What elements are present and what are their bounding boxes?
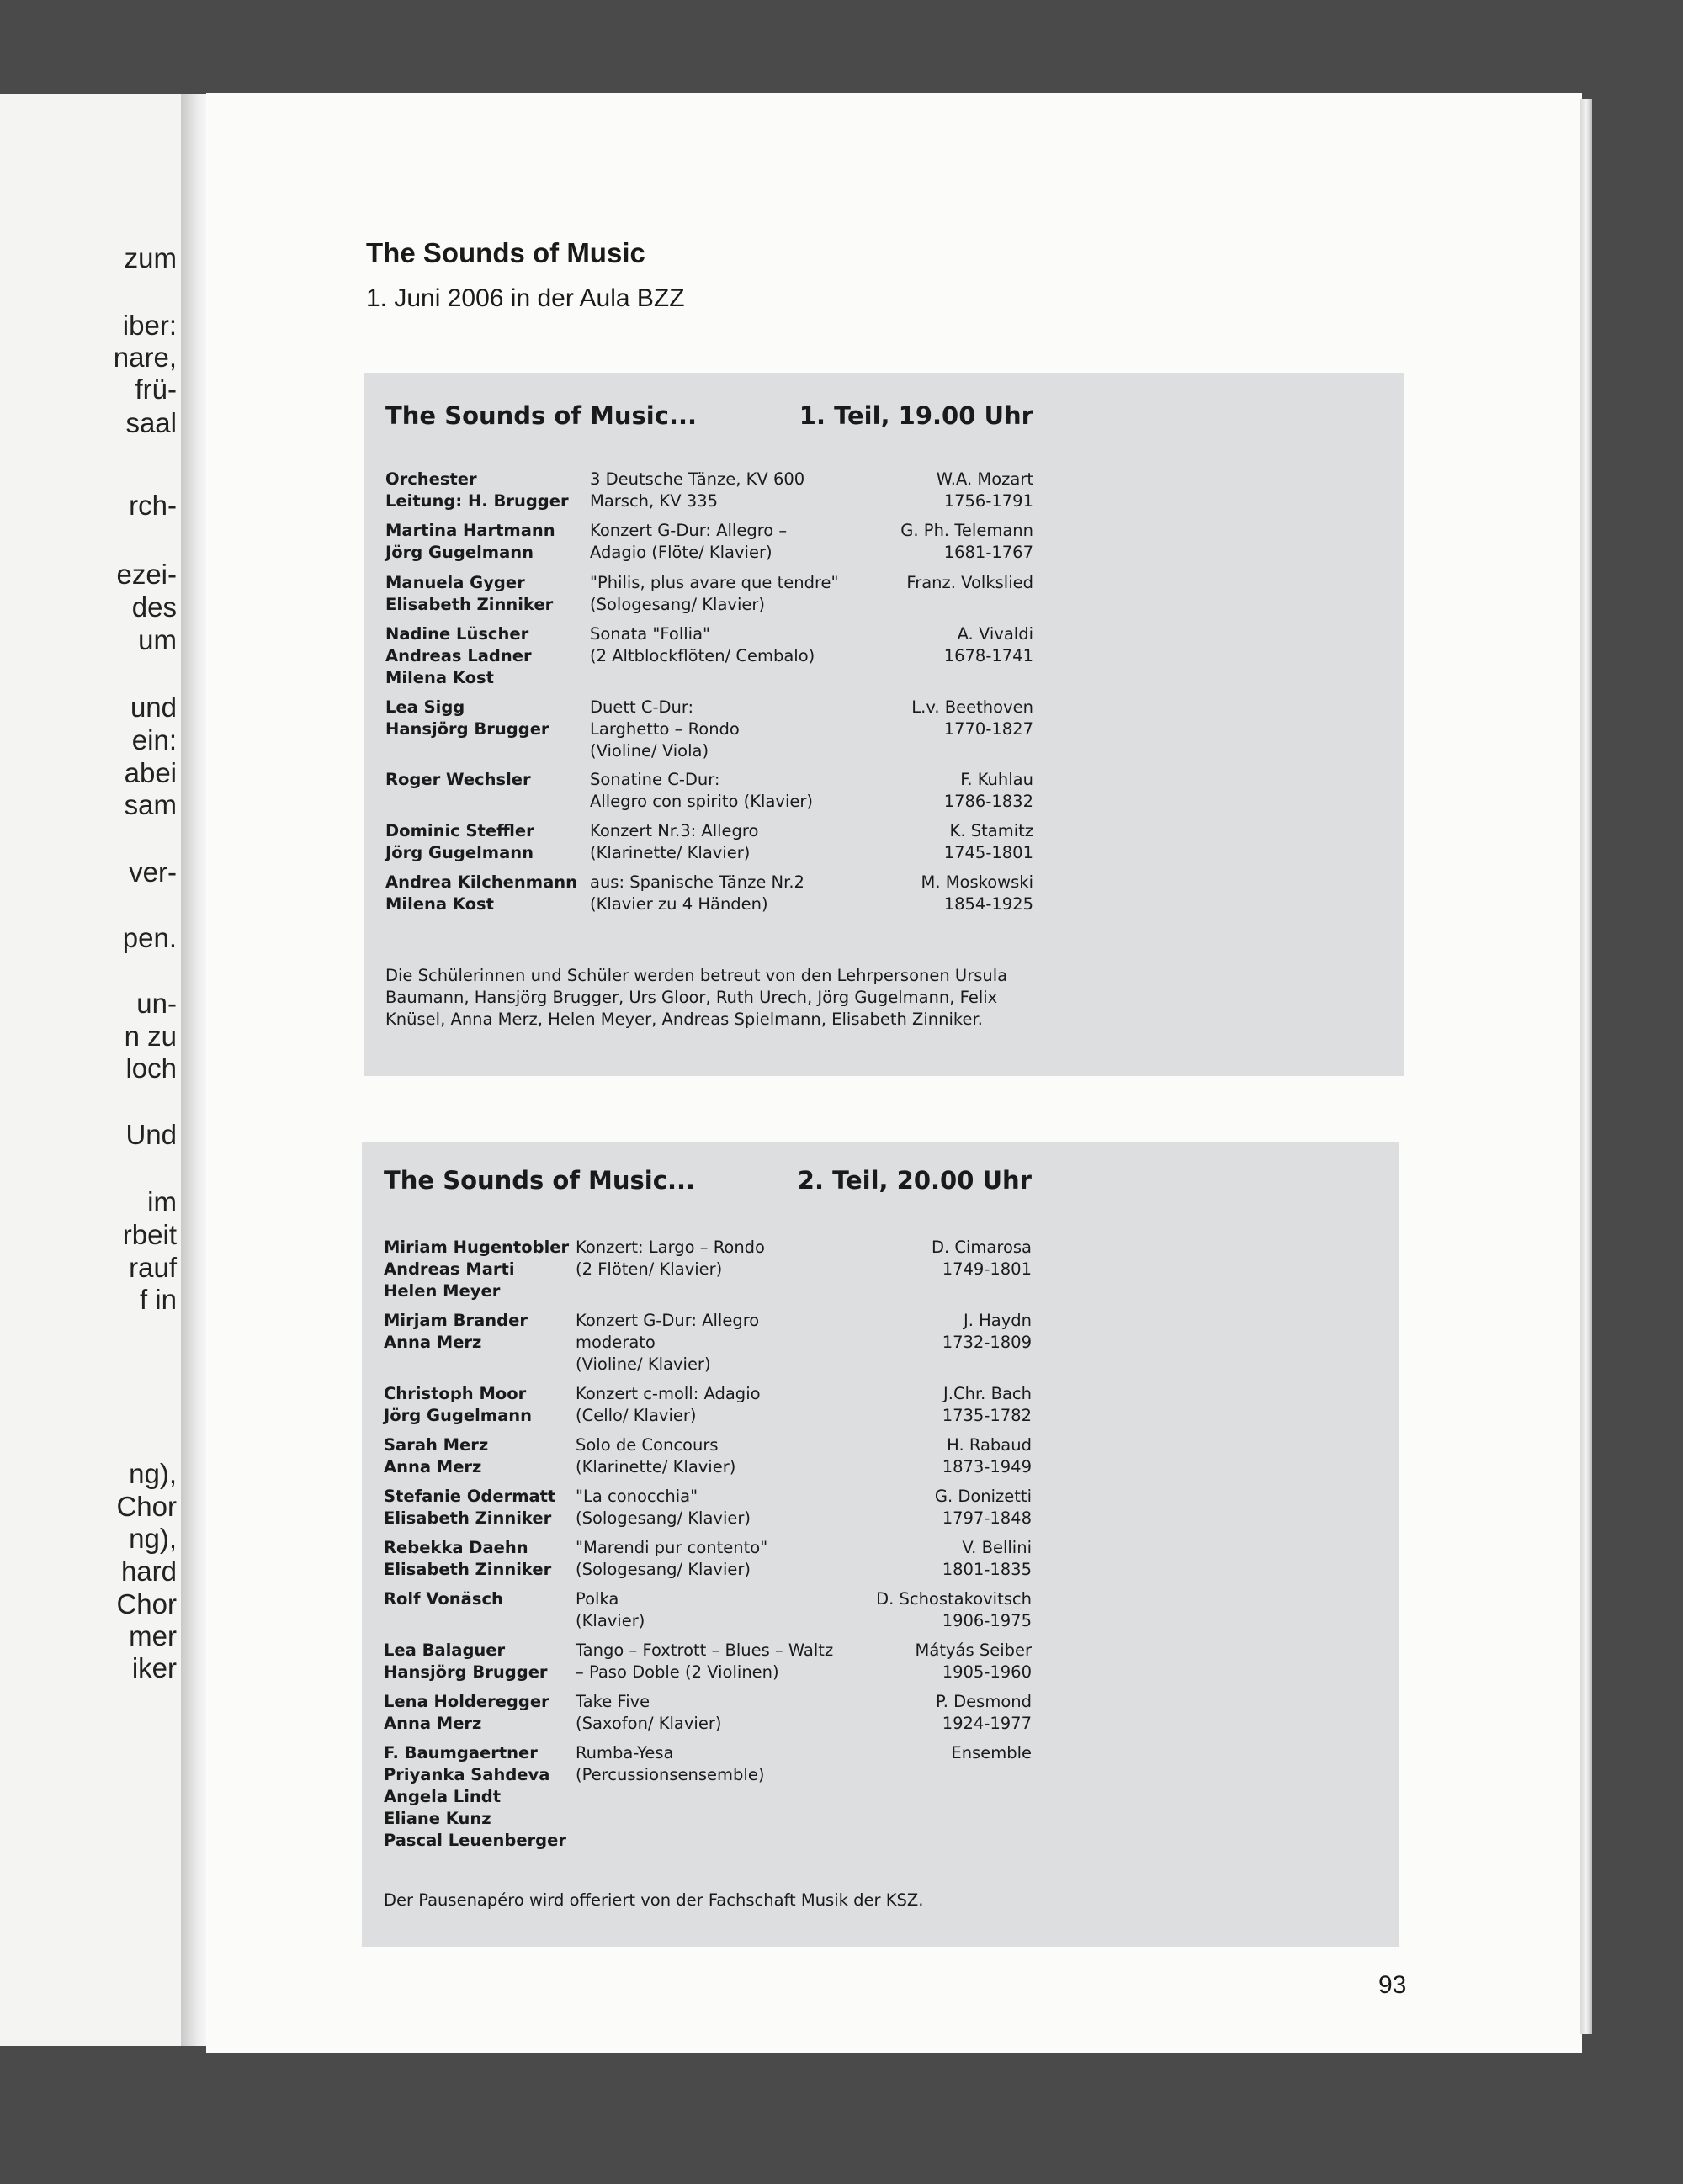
work-cell (576, 1691, 870, 1735)
composer-line: V. Bellini (962, 1538, 1032, 1557)
left-page-text-fragment: pen. (122, 922, 177, 953)
program-row (384, 1588, 1032, 1632)
performer-name: Jörg Gugelmann (385, 843, 534, 862)
composer-line: A. Vivaldi (957, 624, 1033, 644)
work-cell (590, 872, 884, 915)
left-page-text-fragment: hard (120, 1556, 177, 1587)
performer-name: Anna Merz (384, 1457, 482, 1476)
work-line: moderato (576, 1333, 656, 1352)
performer-name: Hansjörg Brugger (385, 719, 549, 739)
part-1-header-time: 1. Teil, 19.00 Uhr (799, 401, 1033, 430)
composer-cell (870, 1486, 1032, 1529)
performers-cell (384, 1742, 576, 1852)
work-line: "Marendi pur contento" (576, 1538, 768, 1557)
work-cell (576, 1588, 870, 1632)
composer-line: 1924-1977 (942, 1714, 1032, 1733)
composer-line: J. Haydn (963, 1311, 1032, 1330)
composer-line: 1735-1782 (942, 1406, 1032, 1425)
composer-line: 1681-1767 (943, 543, 1033, 562)
work-line: Duett C-Dur: (590, 697, 694, 717)
work-cell (590, 820, 884, 864)
performer-name: F. Baumgaertner (384, 1743, 538, 1763)
composer-line: 1854-1925 (943, 894, 1033, 914)
performer-name: Nadine Lüscher (385, 624, 529, 644)
note-line: Die Schülerinnen und Schüler werden betreut von den Lehrpersonen Ursula (385, 966, 1008, 985)
performers-cell (384, 1537, 576, 1581)
work-cell (576, 1434, 870, 1478)
composer-line: F. Kuhlau (960, 770, 1033, 789)
left-page-text-fragment: im (147, 1186, 177, 1217)
left-page-text-fragment: des (131, 591, 177, 623)
work-line: (Klarinette/ Klavier) (576, 1457, 736, 1476)
left-page-text-fragment: ver- (129, 856, 177, 888)
performers-cell (385, 872, 590, 915)
composer-line: L.v. Beethoven (911, 697, 1033, 717)
performer-name: Eliane Kunz (384, 1809, 491, 1828)
performer-name: Jörg Gugelmann (384, 1406, 533, 1425)
program-row (385, 769, 1033, 813)
composer-cell (870, 1691, 1032, 1735)
left-page-text-fragment: saal (125, 407, 177, 438)
part-1-note (385, 965, 1033, 1031)
work-line: Adagio (Flöte/ Klavier) (590, 543, 772, 562)
composer-line: Ensemble (951, 1743, 1032, 1763)
program-row (385, 469, 1033, 512)
composer-line: W.A. Mozart (936, 469, 1033, 489)
part-2-header-title: The Sounds of Music... (384, 1166, 695, 1195)
composer-line: J.Chr. Bach (943, 1384, 1032, 1403)
page-edge (1580, 99, 1592, 2034)
work-line: Sonata "Follia" (590, 624, 711, 644)
work-line: Konzert G-Dur: Allegro (576, 1311, 760, 1330)
performer-name: Manuela Gyger (385, 573, 525, 592)
work-cell (576, 1310, 870, 1376)
work-line: 3 Deutsche Tänze, KV 600 (590, 469, 805, 489)
document-subtitle: 1. Juni 2006 in der Aula BZZ (366, 284, 685, 312)
left-page-text-fragment: ng), (129, 1523, 177, 1554)
performer-name: Christoph Moor (384, 1384, 527, 1403)
left-page-text-fragment: ein: (131, 724, 177, 755)
work-cell (576, 1383, 870, 1427)
composer-cell (884, 872, 1033, 915)
performer-name: Lena Holderegger (384, 1692, 549, 1711)
composer-line: 1745-1801 (943, 843, 1033, 862)
composer-line: D. Schostakovitsch (876, 1589, 1032, 1609)
composer-line: 1797-1848 (942, 1508, 1032, 1528)
work-line: (2 Flöten/ Klavier) (576, 1259, 723, 1279)
program-row (384, 1537, 1032, 1581)
left-page (0, 94, 187, 2046)
performer-name: Jörg Gugelmann (385, 543, 534, 562)
work-line: "La conocchia" (576, 1487, 698, 1506)
composer-line: Mátyás Seiber (915, 1641, 1032, 1660)
performer-name: Lea Balaguer (384, 1641, 506, 1660)
composer-line: 1732-1809 (942, 1333, 1032, 1352)
composer-line: H. Rabaud (947, 1435, 1032, 1455)
book-gutter (181, 94, 210, 2046)
performers-cell (385, 697, 590, 762)
performers-cell (384, 1310, 576, 1376)
work-cell (576, 1237, 870, 1302)
composer-line: K. Stamitz (949, 821, 1033, 840)
work-line: – Paso Doble (2 Violinen) (576, 1662, 779, 1682)
program-row (385, 572, 1033, 616)
performer-name: Elisabeth Zinniker (385, 595, 554, 614)
performer-name: Pascal Leuenberger (384, 1831, 566, 1850)
performer-name: Martina Hartmann (385, 521, 555, 540)
left-page-text-fragment: Chor (116, 1588, 177, 1619)
performer-name: Milena Kost (385, 894, 494, 914)
performers-cell (385, 572, 590, 616)
composer-cell (870, 1640, 1032, 1683)
work-line: (Percussionsensemble) (576, 1765, 765, 1784)
composer-line: 1801-1835 (942, 1560, 1032, 1579)
composer-cell (870, 1237, 1032, 1302)
composer-cell (884, 469, 1033, 512)
program-row (385, 623, 1033, 689)
work-line: (Sologesang/ Klavier) (590, 595, 765, 614)
work-line: Konzert Nr.3: Allegro (590, 821, 759, 840)
performer-name: Andreas Ladner (385, 646, 532, 665)
left-page-text-fragment: mer (129, 1620, 177, 1651)
performer-name: Helen Meyer (384, 1281, 501, 1301)
part-1-header-title: The Sounds of Music... (385, 401, 697, 430)
left-page-text-fragment: un- (136, 988, 177, 1019)
left-page-text-fragment: abei (124, 757, 177, 788)
performers-cell (384, 1640, 576, 1683)
part-2-note (384, 1890, 1032, 1911)
work-cell (590, 469, 884, 512)
work-cell (590, 520, 884, 564)
composer-cell (870, 1383, 1032, 1427)
program-row (384, 1640, 1032, 1683)
left-page-text-fragment: iber: (122, 310, 177, 341)
left-page-text-fragment: frü- (135, 374, 177, 405)
work-line: aus: Spanische Tänze Nr.2 (590, 872, 804, 892)
composer-line: P. Desmond (936, 1692, 1032, 1711)
performer-name: Elisabeth Zinniker (384, 1508, 552, 1528)
left-page-text-fragment: ezei- (116, 559, 177, 590)
composer-cell (870, 1742, 1032, 1852)
work-cell (576, 1742, 870, 1852)
program-row (384, 1742, 1032, 1852)
work-line: Konzert G-Dur: Allegro – (590, 521, 788, 540)
left-page-text-fragment: iker (131, 1652, 177, 1683)
work-cell (576, 1640, 870, 1683)
program-row (385, 520, 1033, 564)
work-line: (Violine/ Viola) (590, 741, 709, 761)
work-line: "Philis, plus avare que tendre" (590, 573, 839, 592)
work-line: (Sologesang/ Klavier) (576, 1508, 751, 1528)
performer-name: Dominic Steffler (385, 821, 534, 840)
note-line: Knüsel, Anna Merz, Helen Meyer, Andreas Spielmann, Elisabeth Zinniker. (385, 1010, 983, 1029)
performers-cell (384, 1237, 576, 1302)
work-line: (2 Altblockflöten/ Cembalo) (590, 646, 815, 665)
performer-name: Lea Sigg (385, 697, 465, 717)
work-line: Larghetto – Rondo (590, 719, 740, 739)
composer-line: 1906-1975 (942, 1611, 1032, 1630)
work-line: Tango – Foxtrott – Blues – Waltz (576, 1641, 834, 1660)
left-page-text-fragment: sam (124, 789, 177, 820)
work-cell (576, 1537, 870, 1581)
performer-name: Rolf Vonäsch (384, 1589, 503, 1609)
work-line: Konzert: Largo – Rondo (576, 1238, 765, 1257)
composer-cell (870, 1588, 1032, 1632)
work-line: (Klavier zu 4 Händen) (590, 894, 768, 914)
composer-line: 1749-1801 (942, 1259, 1032, 1279)
performer-name: Andreas Marti (384, 1259, 515, 1279)
work-line: Take Five (576, 1692, 650, 1711)
performers-cell (384, 1434, 576, 1478)
program-row (385, 820, 1033, 864)
left-page-text-fragment: rbeit (122, 1219, 177, 1250)
composer-cell (884, 820, 1033, 864)
left-page-text-fragment: um (138, 624, 177, 655)
left-page-text-fragment: rch- (129, 490, 177, 521)
composer-cell (884, 520, 1033, 564)
composer-cell (884, 697, 1033, 762)
part-1-header (385, 401, 1033, 435)
performer-name: Mirjam Brander (384, 1311, 528, 1330)
part-2-header (384, 1166, 1032, 1200)
performer-name: Priyanka Sahdeva (384, 1765, 550, 1784)
composer-cell (884, 572, 1033, 616)
page-number: 93 (1378, 1971, 1407, 1999)
composer-line: G. Donizetti (934, 1487, 1032, 1506)
performers-cell (384, 1383, 576, 1427)
program-row (385, 697, 1033, 762)
composer-cell (884, 623, 1033, 689)
work-cell (590, 697, 884, 762)
left-page-text-fragment: n zu (124, 1020, 177, 1052)
performer-name: Anna Merz (384, 1714, 482, 1733)
work-line: (Klavier) (576, 1611, 645, 1630)
performers-cell (385, 520, 590, 564)
performer-name: Angela Lindt (384, 1787, 502, 1806)
work-line: (Violine/ Klavier) (576, 1354, 711, 1374)
note-line: Der Pausenapéro wird offeriert von der Fachschaft Musik der KSZ. (384, 1890, 924, 1910)
work-cell (590, 623, 884, 689)
work-line: Rumba-Yesa (576, 1743, 674, 1763)
composer-cell (870, 1434, 1032, 1478)
program-part-2 (362, 1142, 1399, 1947)
performers-cell (384, 1588, 576, 1632)
performers-cell (385, 820, 590, 864)
left-page-text-fragment: und (130, 692, 177, 723)
left-page-text-fragment: zum (124, 242, 177, 273)
work-line: Solo de Concours (576, 1435, 719, 1455)
work-line: Konzert c-moll: Adagio (576, 1384, 761, 1403)
program-row (385, 872, 1033, 915)
program-row (384, 1691, 1032, 1735)
performer-name: Miriam Hugentobler (384, 1238, 570, 1257)
note-line: Baumann, Hansjörg Brugger, Urs Gloor, Ruth Urech, Jörg Gugelmann, Felix (385, 988, 998, 1007)
part-2-header-time: 2. Teil, 20.00 Uhr (797, 1166, 1032, 1195)
composer-line: 1905-1960 (942, 1662, 1032, 1682)
program-row (384, 1383, 1032, 1427)
composer-cell (884, 769, 1033, 813)
performers-cell (385, 469, 590, 512)
performer-name: Roger Wechsler (385, 770, 531, 789)
program-row (384, 1310, 1032, 1376)
performer-name: Rebekka Daehn (384, 1538, 528, 1557)
document-title: The Sounds of Music (366, 237, 645, 268)
left-page-text-fragment: rauf (129, 1252, 177, 1283)
work-cell (590, 769, 884, 813)
performers-cell (384, 1691, 576, 1735)
work-line: (Saxofon/ Klavier) (576, 1714, 722, 1733)
left-page-text-fragment: f in (139, 1284, 177, 1315)
left-page-text-fragment: Und (125, 1119, 177, 1150)
left-page-text-fragment: loch (125, 1052, 177, 1084)
composer-line: M. Moskowski (921, 872, 1033, 892)
program-row (384, 1486, 1032, 1529)
performer-name: Leitung: H. Brugger (385, 491, 569, 511)
composer-cell (870, 1310, 1032, 1376)
composer-line: 1770-1827 (943, 719, 1033, 739)
work-cell (590, 572, 884, 616)
composer-line: D. Cimarosa (931, 1238, 1032, 1257)
performer-name: Andrea Kilchenmann (385, 872, 577, 892)
work-cell (576, 1486, 870, 1529)
program-part-1 (364, 373, 1404, 1076)
performer-name: Hansjörg Brugger (384, 1662, 548, 1682)
left-page-text-fragment: ng), (129, 1458, 177, 1489)
composer-line: 1873-1949 (942, 1457, 1032, 1476)
performer-name: Orchester (385, 469, 477, 489)
performer-name: Elisabeth Zinniker (384, 1560, 552, 1579)
performers-cell (384, 1486, 576, 1529)
composer-line: 1786-1832 (943, 792, 1033, 811)
work-line: Allegro con spirito (Klavier) (590, 792, 813, 811)
composer-cell (870, 1537, 1032, 1581)
performer-name: Sarah Merz (384, 1435, 489, 1455)
performers-cell (385, 623, 590, 689)
work-line: Sonatine C-Dur: (590, 770, 720, 789)
work-line: (Sologesang/ Klavier) (576, 1560, 751, 1579)
performers-cell (385, 769, 590, 813)
performer-name: Anna Merz (384, 1333, 482, 1352)
composer-line: 1756-1791 (943, 491, 1033, 511)
left-page-text-fragment: Chor (116, 1491, 177, 1522)
program-row (384, 1237, 1032, 1302)
left-page-text-fragment: nare, (113, 342, 177, 373)
work-line: Polka (576, 1589, 619, 1609)
work-line: (Cello/ Klavier) (576, 1406, 697, 1425)
performer-name: Stefanie Odermatt (384, 1487, 556, 1506)
program-row (384, 1434, 1032, 1478)
composer-line: Franz. Volkslied (906, 573, 1033, 592)
work-line: (Klarinette/ Klavier) (590, 843, 751, 862)
composer-line: 1678-1741 (943, 646, 1033, 665)
work-line: Marsch, KV 335 (590, 491, 718, 511)
composer-line: G. Ph. Telemann (900, 521, 1033, 540)
performer-name: Milena Kost (385, 668, 494, 687)
